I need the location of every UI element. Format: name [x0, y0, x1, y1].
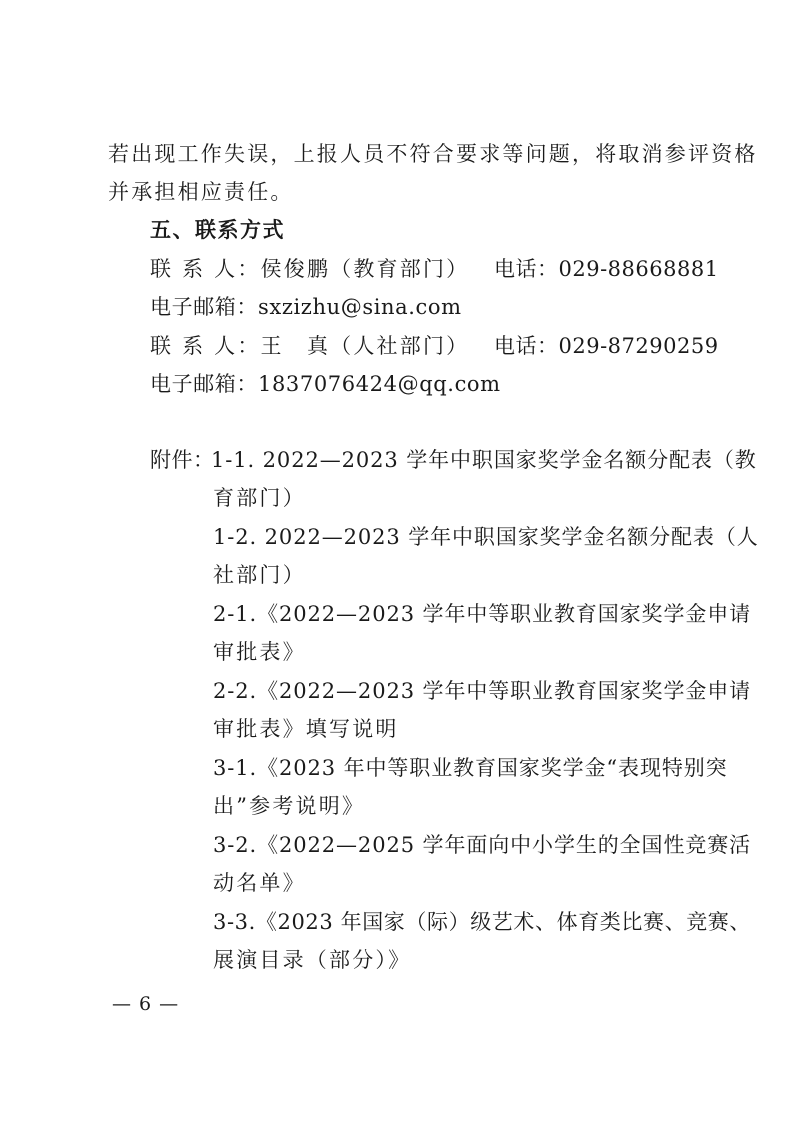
contact-1-email: 电子邮箱：sxzizhu@sina.com	[150, 295, 462, 319]
attachment-3-1-line-1: 3-1.《2023 年中等职业教育国家奖学金“表现特别突	[213, 756, 728, 780]
contact-1-person: 联 系 人：侯俊鹏（教育部门）	[150, 257, 470, 281]
attachment-1-2-line-2: 社部门）	[213, 563, 306, 587]
contact-1-phone: 电话：029-88668881	[494, 257, 719, 281]
attachment-3-3-line-2: 展演目录（部分）》	[213, 948, 412, 972]
page-number: — 6 —	[112, 993, 180, 1015]
body-text-line-2: 并承担相应责任。	[108, 180, 294, 204]
attachment-1-2-line-1: 1-2. 2022—2023 学年中职国家奖学金名额分配表（人	[213, 525, 759, 549]
attachment-2-2-line-2: 审批表》填写说明	[213, 717, 399, 741]
attachment-3-2-line-2: 动名单》	[213, 871, 306, 895]
contact-2-person: 联 系 人：王 真（人社部门）	[150, 334, 470, 358]
attachment-3-2-line-1: 3-2.《2022—2025 学年面向中小学生的全国性竞赛活	[213, 833, 752, 857]
attachment-2-2-line-1: 2-2.《2022—2023 学年中等职业教育国家奖学金申请	[213, 679, 752, 703]
attachment-1-1-line-1: 1-1. 2022—2023 学年中职国家奖学金名额分配表（教	[211, 448, 757, 472]
attachment-3-1-line-2: 出”参考说明》	[213, 794, 366, 818]
attachments-label: 附件：	[150, 448, 215, 472]
body-text-line-1: 若出现工作失误，上报人员不符合要求等问题，将取消参评资格	[108, 142, 758, 166]
section-heading: 五、联系方式	[150, 218, 285, 242]
attachment-2-1-line-1: 2-1.《2022—2023 学年中等职业教育国家奖学金申请	[213, 602, 752, 626]
attachment-1-1-line-2: 育部门）	[213, 486, 306, 510]
contact-2-email: 电子邮箱：1837076424@qq.com	[150, 372, 501, 396]
contact-2-phone: 电话：029-87290259	[494, 334, 719, 358]
attachment-3-3-line-1: 3-3.《2023 年国家（际）级艺术、体育类比赛、竞赛、	[213, 910, 752, 934]
attachment-2-1-line-2: 审批表》	[213, 640, 306, 664]
